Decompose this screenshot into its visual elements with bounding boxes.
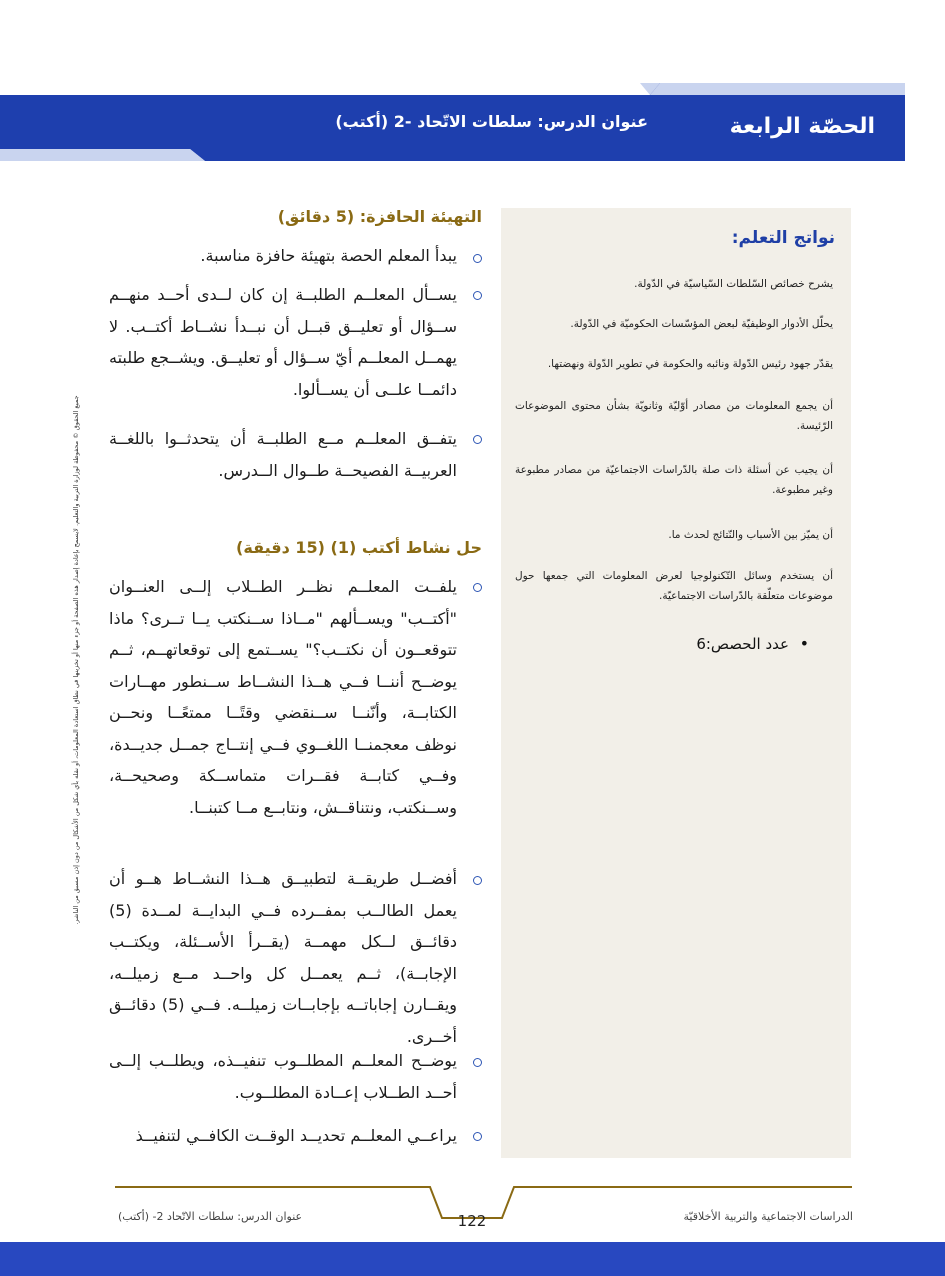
bullet-circle-icon [473, 254, 482, 263]
page-number: 122 [457, 1212, 487, 1230]
learning-outcomes-panel [501, 208, 851, 1158]
activity-bullet: يوضــح المعلــم المطلــوب تنفيــذه، ويطلــب إلــى أحــد الطــلاب إعــادة المطلــوب. [109, 1051, 457, 1102]
footer-lesson: عنوان الدرس: سلطات الاتّحاد 2- (أكتب) [118, 1210, 303, 1223]
activity-bullet: أفضــل طريقــة لتطبيــق هــذا النشــاط هــو أن يعمل الطالــب بمفــرده فــي البدايــة لمــدة (5) دقائــق لــكل مهمــة (يقــرأ الأســئلة، ويكتــب الإجابــة)، ثــم يعمــل كل واحــد مــع زميلــه، ويقــارن إجاباتــه بإجابــات زميلــه. فــي (5) دقائــق أخــرى. [109, 869, 457, 1046]
footer-subject: الدراسات الاجتماعية والتربية الأخلاقيّة [683, 1210, 853, 1223]
bullet-circle-icon [473, 1058, 482, 1067]
outcome-item: أن يميّز بين الأسباب والنّتائج لحدث ما. [668, 529, 833, 541]
warmup-heading: التهيئة الحافزة: (5 دقائق) [277, 207, 482, 226]
sessions-count: • عدد الحصص:6 [696, 635, 789, 653]
activity-bullet: يلفــت المعلــم نظــر الطــلاب إلــى العنــوان "أكتــب" ويســألهم "مــاذا ســنكتب يــا تــرى؟ ماذا تتوقعــون أن نكتــب؟" يســتمع إلى توقعاتهــم، ثــم يوضــح أننــا فــي هــذا النشــاط ســنطور مهــارات الكتابــة، وأنّنــا ســنقضي وقتًــا ممتعًــا ونحــن نوظف معجمنــا اللغــوي فــي إنتــاج جمــل جديــدة، وفــي كتابــة فقــرات متماســكة وصحيحــة، وســنكتب، ونتناقــش، ونتابــع مــا كتبنــا. [109, 577, 457, 817]
bullet-circle-icon [473, 291, 482, 300]
outcome-item: يشرح خصائص السّلطات السّياسيّة في الدّولة. [634, 278, 833, 290]
warmup-bullet: يبدأ المعلم الحصة بتهيئة حافزة مناسبة. [200, 246, 457, 265]
outcome-item: يقدّر جهود رئيس الدّولة ونائبه والحكومة في تطوير الدّولة ونهضتها. [547, 358, 833, 370]
copyright-note [68, 300, 84, 1020]
outcome-item: أن يجمع المعلومات من مصادر أوّليّة وثانويّة بشأن محتوى الموضوعات الرّئيسة. [515, 400, 833, 432]
bullet-circle-icon [473, 583, 482, 592]
outcome-item: يحلّل الأدوار الوظيفيّة لبعض المؤسّسات الحكوميّة في الدّولة. [570, 318, 833, 330]
warmup-bullet: يســأل المعلــم الطلبــة إن كان لــدى أحــد منهــم ســؤال أو تعليــق قبــل أن نبــدأ نشــاط أكتــب. لا يهمــل المعلــم أيّ ســؤال أو تعليــق. ويشــجع طلبته دائمــا علــى أن يســألوا. [109, 285, 457, 399]
activity-bullet: يراعــي المعلــم تحديــد الوقــت الكافــي لتنفيــذ [135, 1126, 457, 1145]
outcome-item: أن يجيب عن أسئلة ذات صلة بالدّراسات الاجتماعيّة من مصادر مطبوعة وغير مطبوعة. [515, 464, 833, 496]
warmup-bullet: يتفــق المعلــم مــع الطلبــة أن يتحدثــوا باللغــة العربيــة الفصيحــة طــوال الــدرس. [109, 429, 457, 480]
bullet-circle-icon [473, 435, 482, 444]
bullet-circle-icon [473, 876, 482, 885]
outcome-item: أن يستخدم وسائل التّكنولوجيا لعرض المعلومات التي جمعها حول موضوعات متعلّقة بالدّراسات الاجتماعيّة. [515, 570, 833, 602]
copyright-text: جميع الحقوق © محفوظة لوزارة التربية والتعليم. لايسمح بإعادة إصدار هذه الصفحة أو جزء منها أو تخزينها في نطاق استعادة المعلومات، أو نقله بأي شكل من الأشكال من دون إذن مسبق من الناشر. [72, 395, 80, 925]
bullet-circle-icon [473, 1132, 482, 1141]
session-title: الحصّة الرابعة [729, 114, 875, 139]
outcomes-heading: نواتج التعلم: [731, 228, 835, 248]
bottom-band [0, 1242, 945, 1276]
lesson-title: عنوان الدرس: سلطات الاتّحاد -2 (أكتب) [335, 112, 648, 131]
activity-heading: حل نشاط أكتب (1) (15 دقيقة) [236, 538, 482, 557]
